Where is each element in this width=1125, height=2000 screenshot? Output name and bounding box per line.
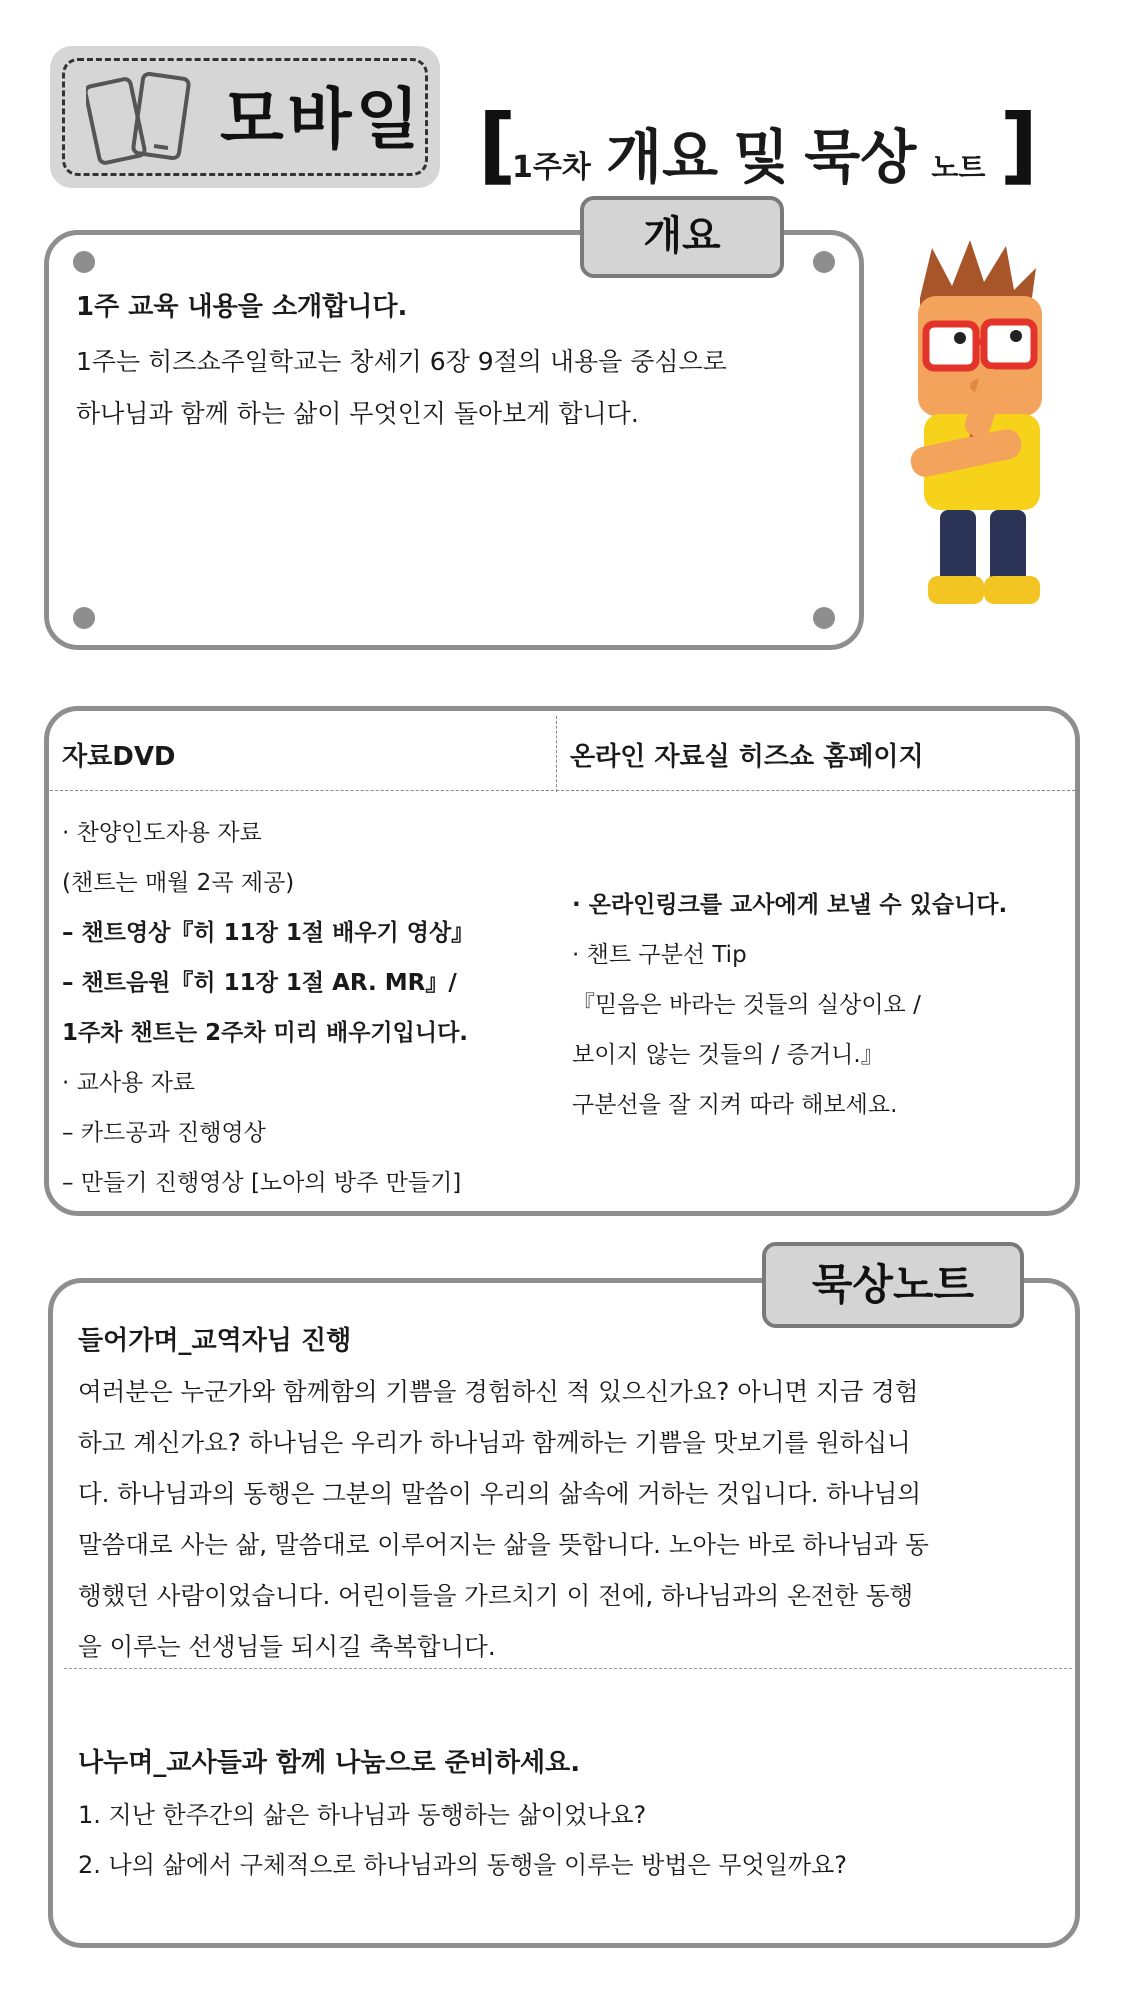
heading-meditation: 묵상	[804, 123, 917, 191]
intro-section-title: 들어가며_교역자님 진행	[78, 1326, 352, 1356]
sharing-question-list	[78, 1790, 847, 1890]
heading-bracket-open: [	[478, 96, 517, 194]
list-item: – 챈트음원『히 11장 1절 AR. MR』/	[62, 970, 457, 996]
column-divider	[556, 716, 557, 792]
overview-line: 1주는 히즈쇼주일학교는 창세기 6장 9절의 내용을 중심으로	[76, 347, 727, 376]
list-item: – 만들기 진행영상 [노아의 방주 만들기]	[62, 1170, 462, 1196]
body-line: 행했던 사람이었습니다. 어린이들을 가르치기 이 전에, 하나님과의 온전한 동행	[78, 1581, 914, 1610]
thinking-character-illustration	[880, 238, 1080, 618]
body-line: 말씀대로 사는 삶, 말씀대로 이루어지는 삶을 뜻합니다. 노아는 바로 하나님과 동	[78, 1530, 929, 1559]
body-line: 여러분은 누군가와 함께함의 기쁨을 경험하신 적 있으신가요? 아니면 지금 경험	[78, 1377, 919, 1406]
corner-dot	[73, 607, 95, 629]
heading-overview: 개요	[605, 123, 718, 191]
dvd-resource-list	[62, 808, 562, 1208]
list-item: 1주차 챈트는 2주차 미리 배우기입니다.	[62, 1020, 469, 1046]
corner-dot	[813, 607, 835, 629]
body-line: 하고 계신가요? 하나님은 우리가 하나님과 함께하는 기쁨을 맛보기를 원하십니	[78, 1428, 911, 1457]
corner-dot	[73, 251, 95, 273]
list-item: 『믿음은 바라는 것들의 실상이요 /	[572, 992, 921, 1018]
list-item: · 온라인링크를 교사에게 보낼 수 있습니다.	[572, 892, 1008, 918]
meditation-tab: 묵상노트	[762, 1242, 1024, 1328]
heading-text	[512, 110, 985, 194]
corner-dot	[813, 251, 835, 273]
body-line: 다. 하나님과의 동행은 그분의 말씀이 우리의 삶속에 거하는 것입니다. 하나님의	[78, 1479, 922, 1508]
mobile-badge	[50, 46, 440, 188]
body-line: 을 이루는 선생님들 되시길 축복합니다.	[78, 1632, 496, 1661]
list-item: – 챈트영상『히 11장 1절 배우기 영상』	[62, 920, 475, 946]
sharing-section-title: 나누며_교사들과 함께 나눔으로 준비하세요.	[78, 1748, 581, 1778]
online-column-header: 온라인 자료실 히즈쇼 홈페이지	[570, 742, 924, 772]
heading-week: 1주차	[512, 150, 591, 185]
list-item: · 챈트 구분선 Tip	[572, 942, 747, 968]
section-divider	[64, 1668, 1072, 1669]
heading-note: 노트	[931, 151, 986, 184]
heading-and: 및	[733, 123, 790, 191]
heading-bracket-close: ]	[999, 96, 1038, 194]
list-item: 보이지 않는 것들의 / 증거니.』	[572, 1042, 884, 1068]
online-resource-list	[572, 880, 1072, 1130]
intro-section-body	[78, 1366, 1058, 1672]
list-item: · 찬양인도자용 자료	[62, 820, 262, 846]
header-divider	[50, 790, 1080, 791]
list-item: (챈트는 매월 2곡 제공)	[62, 870, 295, 896]
dvd-column-header: 자료DVD	[62, 742, 176, 772]
mobile-phones-icon	[86, 68, 196, 168]
list-item: – 카드공과 진행영상	[62, 1120, 266, 1146]
overview-lead: 1주 교육 내용을 소개합니다.	[76, 292, 408, 322]
overview-tab: 개요	[580, 196, 784, 278]
list-item: · 교사용 자료	[62, 1070, 196, 1096]
question-item: 2. 나의 삶에서 구체적으로 하나님과의 동행을 이루는 방법은 무엇일까요?	[78, 1851, 848, 1879]
question-item: 1. 지난 한주간의 삶은 하나님과 동행하는 삶이었나요?	[78, 1801, 647, 1829]
week-heading	[478, 96, 1038, 194]
overview-line: 하나님과 함께 하는 삶이 무엇인지 돌아보게 합니다.	[76, 399, 639, 428]
list-item: 구분선을 잘 지켜 따라 해보세요.	[572, 1092, 898, 1118]
overview-body	[76, 336, 856, 440]
badge-title: 모바일	[220, 81, 424, 158]
